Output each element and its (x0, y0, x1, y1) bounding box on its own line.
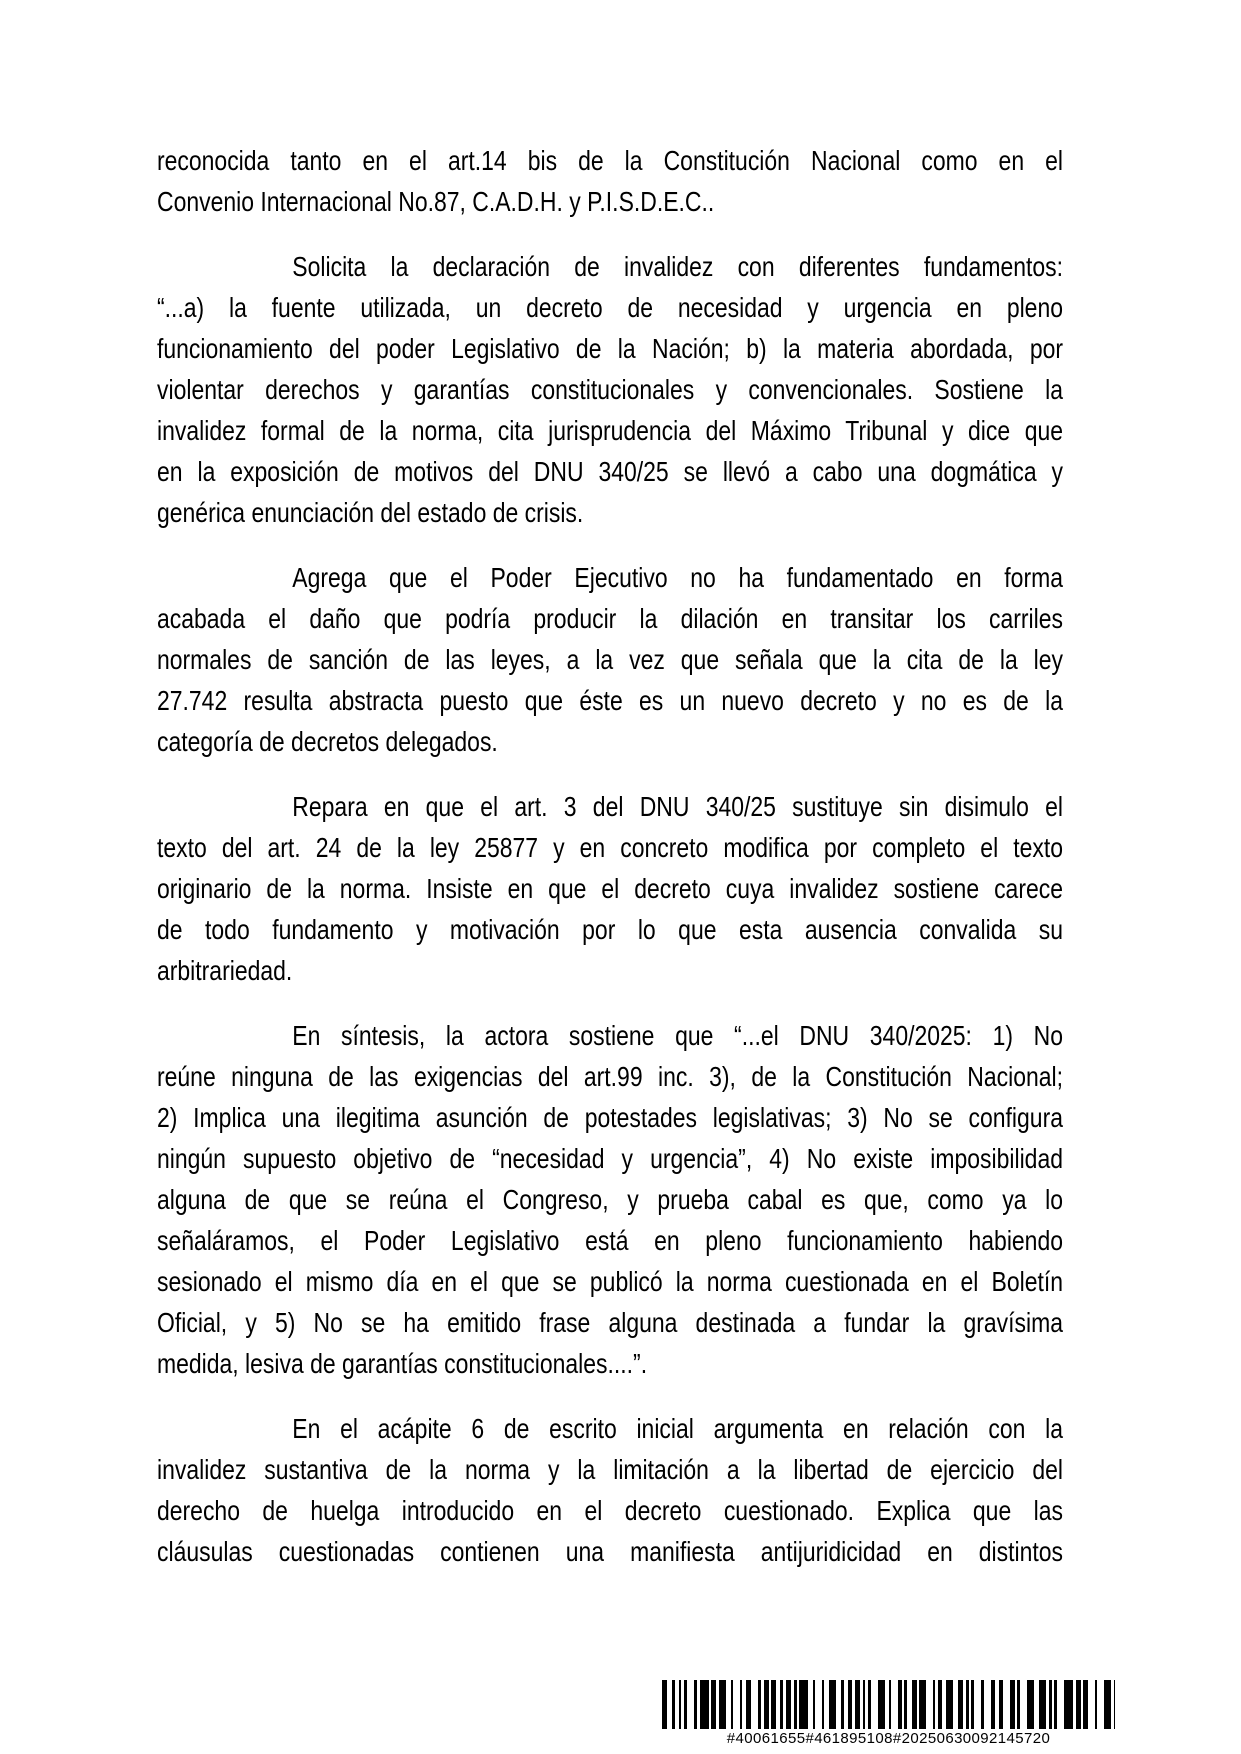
barcode-bar (813, 1680, 815, 1729)
text-line-content: invalidez sustantiva de la norma y la limitación a la libertad de ejercicio del (157, 1454, 1063, 1485)
barcode-bar (958, 1680, 963, 1729)
barcode-bar (855, 1680, 860, 1729)
barcode-bar (764, 1680, 769, 1729)
text-line-content: categoría de decretos delegados. (157, 726, 498, 757)
text-line (157, 181, 900, 222)
barcode-bar (938, 1680, 942, 1729)
text-line-content: 2) Implica una ilegitima asunción de potestades legislativas; 3) No se configura (157, 1102, 1063, 1133)
paragraph (157, 1408, 1063, 1572)
text-line-content: texto del art. 24 de la ley 25877 y en concreto modifica por completo el texto (157, 832, 1064, 863)
barcode-bar (946, 1680, 953, 1729)
text-line-content: normales de sanción de las leyes, a la vez que señala que la cita de la ley (157, 644, 1063, 675)
text-line-content: En el acápite 6 de escrito inicial argumenta en relación con la (292, 1413, 1063, 1444)
text-line-content: genérica enunciación del estado de crisis. (157, 497, 584, 528)
text-line-content: cláusulas cuestionadas contienen una manifiesta antijuridicidad en distintos (157, 1536, 1064, 1567)
barcode-bar (966, 1680, 969, 1729)
text-line (157, 868, 1063, 909)
text-line (157, 1408, 1063, 1449)
text-line (157, 1179, 1063, 1220)
barcode-bar (799, 1680, 808, 1729)
barcode-bar (786, 1680, 791, 1729)
text-line-content: invalidez formal de la norma, cita jurisprudencia del Máximo Tribunal y dice que (157, 415, 1064, 446)
text-line-content: derecho de huelga introducido en el decreto cuestionado. Explica que las (157, 1495, 1063, 1526)
text-line (157, 950, 900, 991)
barcode-bar (991, 1680, 995, 1729)
text-line (157, 1343, 900, 1384)
text-line-content: Solicita la declaración de invalidez con diferentes fundamentos: (292, 251, 1063, 282)
text-line-content: señaláramos, el Poder Legislativo está en pleno funcionamiento habiendo (157, 1225, 1063, 1256)
text-line-content: en la exposición de motivos del DNU 340/25 se llevó a cabo una dogmática y (157, 456, 1064, 487)
barcode-bar (904, 1680, 907, 1729)
barcode-bar (771, 1680, 776, 1729)
barcode-bar (822, 1680, 824, 1729)
text-line (157, 1015, 1064, 1056)
barcode-bar (672, 1680, 675, 1729)
barcode-bar (746, 1680, 751, 1729)
text-line-content: En síntesis, la actora sostiene que “...el DNU 340/2025: 1) No (292, 1020, 1064, 1051)
text-line (157, 1261, 1064, 1302)
barcode-bar (848, 1680, 852, 1729)
barcode-text: #40061655#461895108#20250630092145720 (726, 1730, 1051, 1747)
text-line (157, 369, 1064, 410)
barcode-bar (1076, 1680, 1081, 1729)
text-line (157, 1449, 1063, 1490)
text-line (157, 1490, 1063, 1531)
barcode-bar (1114, 1680, 1115, 1729)
barcode-bar (794, 1680, 797, 1729)
text-line-content: de todo fundamento y motivación por lo que esta ausencia convalida su (157, 914, 1064, 945)
text-line-content: reconocida tanto en el art.14 bis de la Constitución Nacional como en el (157, 145, 1064, 176)
barcode-bar (971, 1680, 974, 1729)
text-line (157, 1302, 1063, 1343)
paragraph (157, 140, 1063, 222)
text-line (157, 598, 1063, 639)
barcode (662, 1680, 1115, 1747)
barcode-bar (841, 1680, 844, 1729)
barcode-bar (1064, 1680, 1073, 1729)
text-line (157, 1097, 1063, 1138)
text-line (157, 557, 1063, 598)
barcode-bar (684, 1680, 687, 1729)
text-line-content: Repara en que el art. 3 del DNU 340/25 sustituye sin disimulo el (292, 791, 1063, 822)
text-line (157, 451, 1064, 492)
barcode-bar (1095, 1680, 1097, 1729)
text-line (157, 827, 1064, 868)
text-line-content: alguna de que se reúna el Congreso, y prueba cabal es que, como ya lo (157, 1184, 1063, 1215)
barcode-bar (919, 1680, 926, 1729)
barcode-bar (1010, 1680, 1015, 1729)
text-line (157, 246, 1063, 287)
barcode-bar (868, 1680, 871, 1729)
barcode-bar (679, 1680, 681, 1729)
text-line-content: Convenio Internacional No.87, C.A.D.H. y P.I.S.D.E.C.. (157, 186, 715, 217)
barcode-bar (981, 1680, 984, 1729)
text-line (157, 1220, 1063, 1261)
text-line (157, 328, 1064, 369)
paragraph (157, 246, 1063, 533)
text-line (157, 287, 1063, 328)
barcode-bar (740, 1680, 742, 1729)
barcode-bar (731, 1680, 733, 1729)
text-line-content: “...a) la fuente utilizada, un decreto de necesidad y urgencia en pleno (157, 292, 1063, 323)
barcode-bar (878, 1680, 885, 1729)
barcode-bar (999, 1680, 1003, 1729)
paragraph (157, 786, 1063, 991)
text-line (157, 492, 900, 533)
barcode-bar (1017, 1680, 1020, 1729)
document-body (157, 140, 1063, 1572)
text-line (157, 1531, 1064, 1572)
barcode-bar (711, 1680, 716, 1729)
text-line (157, 786, 1063, 827)
text-line (157, 140, 1064, 181)
barcode-bar (1054, 1680, 1057, 1729)
text-line-content: funcionamiento del poder Legislativo de la Nación; b) la materia abordada, por (157, 333, 1064, 364)
barcode-bar (694, 1680, 697, 1729)
barcode-bar (1049, 1680, 1052, 1729)
barcode-bar (719, 1680, 726, 1729)
barcode-bar (1039, 1680, 1046, 1729)
barcode-bar (758, 1680, 761, 1729)
text-line-content: 27.742 resulta abstracta puesto que éste es un nuevo decreto y no es de la (157, 685, 1063, 716)
text-line-content: originario de la norma. Insiste en que el decreto cuya invalidez sostiene carece (157, 873, 1063, 904)
barcode-bar (1027, 1680, 1034, 1729)
barcode-bar (1104, 1680, 1111, 1729)
barcode-bar (912, 1680, 917, 1729)
text-line (157, 1138, 1063, 1179)
barcode-bar (889, 1680, 891, 1729)
text-line (157, 680, 1063, 721)
text-line (157, 909, 1064, 950)
text-line (157, 721, 900, 762)
paragraph (157, 557, 1063, 762)
text-line-content: sesionado el mismo día en el que se publicó la norma cuestionada en el Boletín (157, 1266, 1064, 1297)
text-line (157, 1056, 1063, 1097)
barcode-bar (898, 1680, 902, 1729)
text-line (157, 410, 1064, 451)
barcode-bar (780, 1680, 783, 1729)
text-line-content: reúne ninguna de las exigencias del art.99 inc. 3), de la Constitución Nacional; (157, 1061, 1063, 1092)
text-line-content: violentar derechos y garantías constitucionales y convencionales. Sostiene la (157, 374, 1064, 405)
text-line-content: acabada el daño que podría producir la dilación en transitar los carriles (157, 603, 1063, 634)
barcode-bar (1083, 1680, 1088, 1729)
text-line-content: ningún supuesto objetivo de “necesidad y urgencia”, 4) No existe imposibilidad (157, 1143, 1063, 1174)
text-line (157, 639, 1063, 680)
barcode-bars (662, 1680, 1115, 1729)
text-line-content: arbitrariedad. (157, 955, 293, 986)
paragraph (157, 1015, 1063, 1384)
barcode-bar (829, 1680, 836, 1729)
text-line-content: Agrega que el Poder Ejecutivo no ha fundamentado en forma (292, 562, 1063, 593)
barcode-bar (933, 1680, 935, 1729)
text-line-content: Oficial, y 5) No se ha emitido frase alguna destinada a fundar la gravísima (157, 1307, 1063, 1338)
text-line-content: medida, lesiva de garantías constitucionales....”. (157, 1348, 648, 1379)
barcode-bar (700, 1680, 709, 1729)
barcode-bar (863, 1680, 865, 1729)
barcode-bar (662, 1680, 667, 1729)
